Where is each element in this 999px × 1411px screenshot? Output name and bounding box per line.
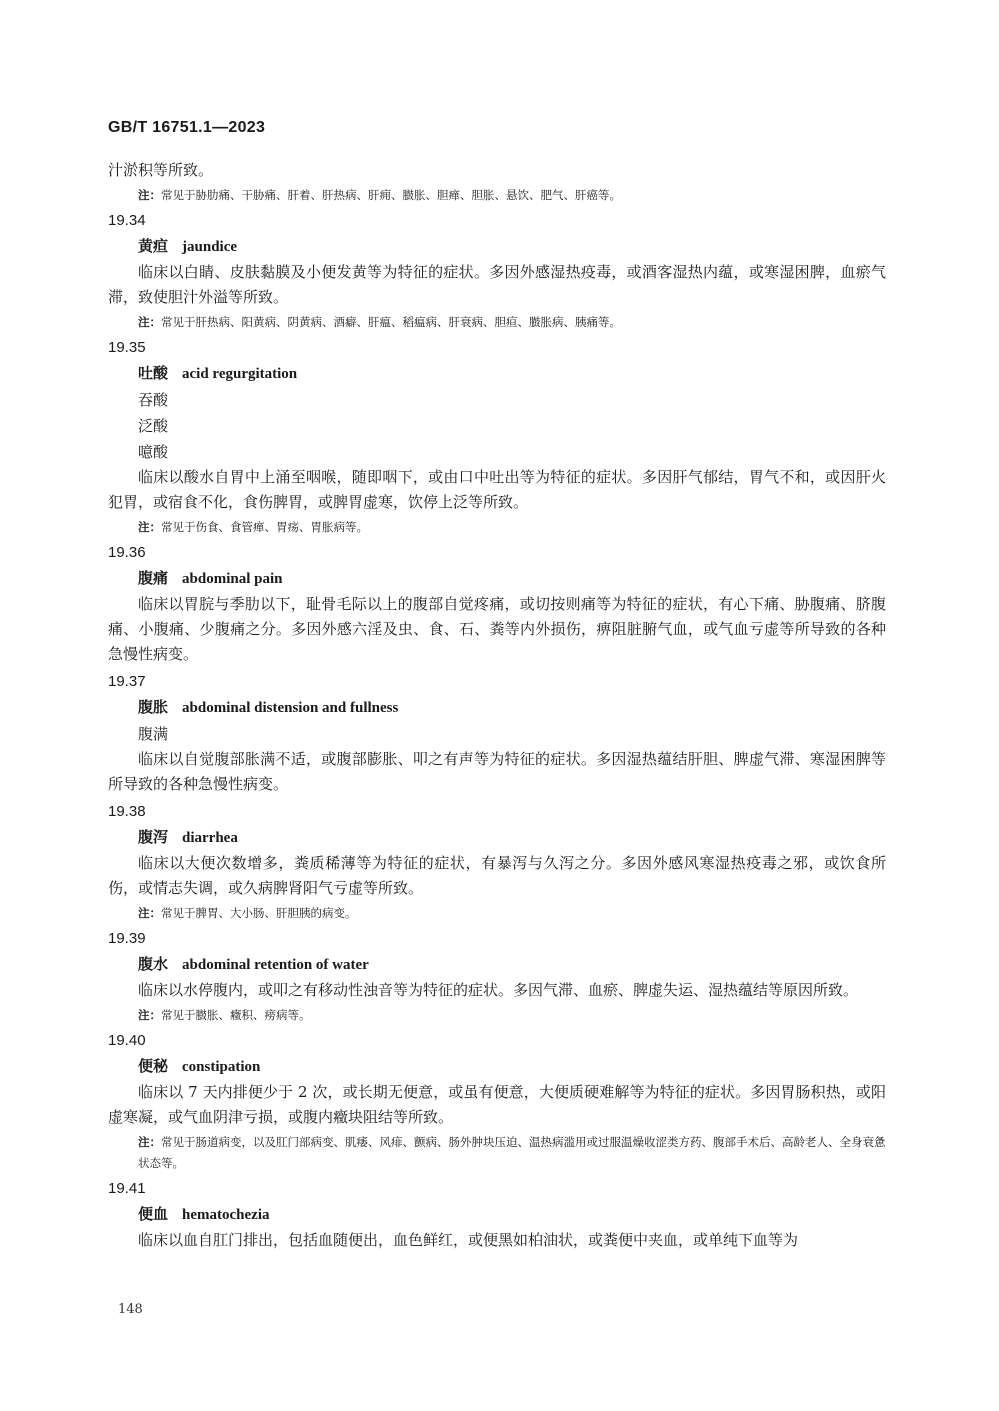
entry-number: 19.39 <box>108 930 146 947</box>
entry-number: 19.35 <box>108 339 146 356</box>
entry-term <box>108 360 886 387</box>
term-entry <box>108 670 886 797</box>
entry-definition: 临床以水停腹内，或叩之有移动性浊音等为特征的症状。多因气滞、血瘀、脾虚失运、湿热蕴结等原因所致。 <box>138 981 859 999</box>
term-english: abdominal retention of water <box>182 957 369 973</box>
entry-term <box>108 565 886 592</box>
note <box>108 185 886 206</box>
term-synonym: 腹满 <box>138 725 169 743</box>
term-english: acid regurgitation <box>182 366 298 382</box>
term-synonym: 噫酸 <box>138 443 169 461</box>
note-label: 注： <box>138 1008 161 1022</box>
term-english: jaundice <box>182 239 238 255</box>
note-text: 常见于肠道病变，以及肛门部病变、肌痿、风痱、颤病、肠外肿块压迫、温热病滥用或过服温燥收涩类方药、腹部手术后、高龄老人、全身衰惫状态等。 <box>138 1135 886 1170</box>
entry-number: 19.34 <box>108 212 146 229</box>
entry-list <box>108 209 886 1253</box>
term-chinese: 吐酸 <box>138 364 169 382</box>
note-text: 常见于伤食、食管瘅、胃疡、胃胀病等。 <box>161 520 368 534</box>
note <box>108 1005 886 1026</box>
note <box>108 517 886 538</box>
entry-term <box>108 824 886 851</box>
note-label: 注： <box>138 1135 161 1149</box>
entry-term <box>108 233 886 260</box>
term-english: abdominal distension and fullness <box>182 700 399 716</box>
entry-number: 19.37 <box>108 673 146 690</box>
entry-number: 19.41 <box>108 1180 146 1197</box>
note-text: 常见于肝热病、阳黄病、阴黄病、酒癖、肝瘟、稻瘟病、肝衰病、胆疸、臌胀病、胰痛等。 <box>161 315 621 329</box>
entry-definition: 临床以血自肛门排出，包括血随便出，血色鲜红，或便黑如柏油状，或粪便中夹血，或单纯下血等为 <box>138 1231 799 1249</box>
term-chinese: 黄疸 <box>138 237 169 255</box>
document-body <box>108 158 886 1253</box>
entry-definition: 临床以自觉腹部胀满不适，或腹部膨胀、叩之有声等为特征的症状。多因湿热蕴结肝胆、脾虚气滞、寒湿困脾等所导致的各种急慢性病变。 <box>108 750 886 793</box>
term-entry <box>108 1177 886 1253</box>
note-label: 注： <box>138 520 161 534</box>
term-chinese: 腹水 <box>138 955 169 973</box>
term-entry <box>108 209 886 333</box>
note <box>108 312 886 333</box>
note-text: 常见于胁肋痛、干胁痛、肝着、肝热病、肝痈、臌胀、胆瘅、胆胀、悬饮、肥气、肝癌等。 <box>161 188 621 202</box>
entry-term <box>108 1201 886 1228</box>
entry-number: 19.40 <box>108 1032 146 1049</box>
term-chinese: 腹痛 <box>138 569 169 587</box>
note-text: 常见于臌胀、癥积、痨病等。 <box>161 1008 311 1022</box>
entry-number: 19.36 <box>108 544 146 561</box>
page-number: 148 <box>118 1302 143 1317</box>
term-chinese: 便血 <box>138 1205 169 1223</box>
entry-term <box>108 1053 886 1080</box>
note-label: 注： <box>138 906 161 920</box>
entry-term <box>108 694 886 721</box>
term-synonym: 泛酸 <box>138 417 169 435</box>
term-chinese: 便秘 <box>138 1057 169 1075</box>
term-entry <box>108 1029 886 1174</box>
standard-code: GB/T 16751.1—2023 <box>108 119 266 136</box>
term-english: diarrhea <box>182 830 238 846</box>
continued-paragraph: 汁淤积等所致。 <box>108 161 214 179</box>
entry-term <box>108 951 886 978</box>
term-english: constipation <box>182 1059 261 1075</box>
entry-definition: 临床以 7 天内排便少于 2 次，或长期无便意，或虽有便意，大便质硬难解等为特征的症状。多因胃肠积热，或阳虚寒凝，或气血阴津亏损，或腹内癥块阻结等所致。 <box>108 1083 886 1126</box>
entry-definition: 临床以大便次数增多，粪质稀薄等为特征的症状，有暴泻与久泻之分。多因外感风寒湿热疫毒之邪，或饮食所伤，或情志失调，或久病脾肾阳气亏虚等所致。 <box>108 854 886 897</box>
term-english: hematochezia <box>182 1207 270 1223</box>
entry-definition: 临床以酸水自胃中上涌至咽喉，随即咽下，或由口中吐出等为特征的症状。多因肝气郁结，胃气不和，或因肝火犯胃，或宿食不化，食伤脾胃，或脾胃虚寒，饮停上泛等所致。 <box>108 468 886 511</box>
term-english: abdominal pain <box>182 571 283 587</box>
note-text: 常见于脾胃、大小肠、肝胆胰的病变。 <box>161 906 357 920</box>
term-entry <box>108 336 886 538</box>
term-chinese: 腹胀 <box>138 698 169 716</box>
term-synonym: 吞酸 <box>138 391 169 409</box>
term-chinese: 腹泻 <box>138 828 169 846</box>
note <box>108 903 886 924</box>
term-entry <box>108 541 886 667</box>
note-label: 注： <box>138 188 161 202</box>
entry-definition: 临床以白睛、皮肤黏膜及小便发黄等为特征的症状。多因外感湿热疫毒，或酒客湿热内蕴，或寒湿困脾，血瘀气滞，致使胆汁外溢等所致。 <box>108 263 886 306</box>
entry-number: 19.38 <box>108 803 146 820</box>
note <box>108 1132 886 1174</box>
term-entry <box>108 927 886 1026</box>
term-entry <box>108 800 886 924</box>
entry-definition: 临床以胃脘与季肋以下，耻骨毛际以上的腹部自觉疼痛，或切按则痛等为特征的症状，有心下痛、胁腹痛、脐腹痛、小腹痛、少腹痛之分。多因外感六淫及虫、食、石、粪等内外损伤，痹阻脏腑气血，或气血亏虚等所导致的各种急慢性病变。 <box>108 595 886 663</box>
note-label: 注： <box>138 315 161 329</box>
